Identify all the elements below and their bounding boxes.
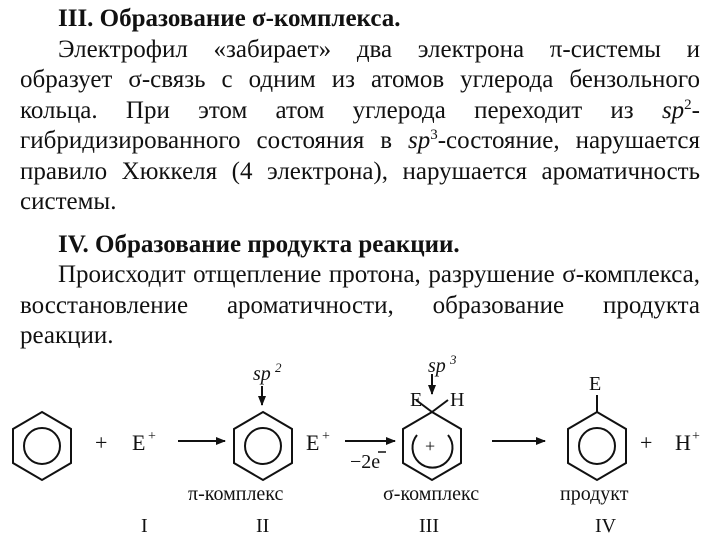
section-4-title: IV. Образование продукта реакции. — [58, 230, 460, 258]
sp-label: sp — [661, 96, 685, 124]
plus-sign-1: + — [95, 430, 108, 455]
section-4-heading — [20, 230, 700, 261]
electrophile-charge: + — [148, 429, 156, 444]
sp3-exponent: 3 — [430, 127, 438, 143]
section-3-paragraph — [20, 35, 700, 218]
sigma-charge: + — [425, 436, 436, 456]
benzene-ring-II — [234, 412, 292, 480]
numeral-II: II — [256, 515, 270, 537]
section-3-text-2: -гибридизированного состояния в — [20, 96, 700, 154]
reaction-scheme — [0, 352, 720, 540]
minus-2e-label: −2e — [350, 451, 381, 473]
numeral-IV: IV — [595, 515, 617, 537]
electrophile-symbol-2: E — [306, 430, 320, 455]
sigma-complex-label: σ-комплекс — [383, 483, 480, 505]
sp2-label: sp — [253, 363, 271, 385]
section-3-text-1: Электрофил «забирает» два электрона π-системы и образует σ-связь с одним из атомов углерода бензольного кольца. При этом атом углерода переходит из — [20, 35, 700, 124]
section-4-text: Происходит отщепление протона, разрушение σ-комплекса, восстановление ароматичности, образование продукта реакции. — [20, 261, 700, 349]
electrophile-charge-2: + — [322, 429, 330, 444]
proton-charge: + — [692, 429, 700, 444]
h-substituent-label: H — [450, 389, 465, 411]
section-3-title: III. Образование σ-комплекса. — [58, 5, 401, 32]
numeral-III: III — [419, 515, 439, 537]
sp2-exponent: 2 — [684, 96, 692, 113]
sp3-label: sp — [428, 355, 446, 377]
product-e-label: E — [589, 373, 602, 395]
sp2-exponent: 2 — [275, 360, 282, 375]
product-label: продукт — [560, 483, 629, 505]
numeral-I: I — [141, 515, 148, 537]
sp-label: sp — [408, 127, 431, 154]
sp3-exponent: 3 — [450, 352, 457, 367]
section-3-text-3: -состояние, нарушается правило Хюккеля (4 электрона), нарушается ароматичность системы. — [20, 127, 700, 215]
section-4-paragraph — [20, 260, 700, 352]
proton-symbol: H — [675, 430, 691, 455]
text-block — [20, 4, 700, 352]
e-substituent-label: E — [410, 389, 423, 411]
benzene-ring-IV — [568, 412, 626, 480]
section-3-heading — [20, 4, 700, 35]
electrophile-symbol: E — [132, 430, 146, 455]
pi-complex-label: π-комплекс — [188, 483, 284, 505]
plus-sign-2: + — [640, 430, 653, 455]
benzene-ring-I — [13, 412, 71, 480]
